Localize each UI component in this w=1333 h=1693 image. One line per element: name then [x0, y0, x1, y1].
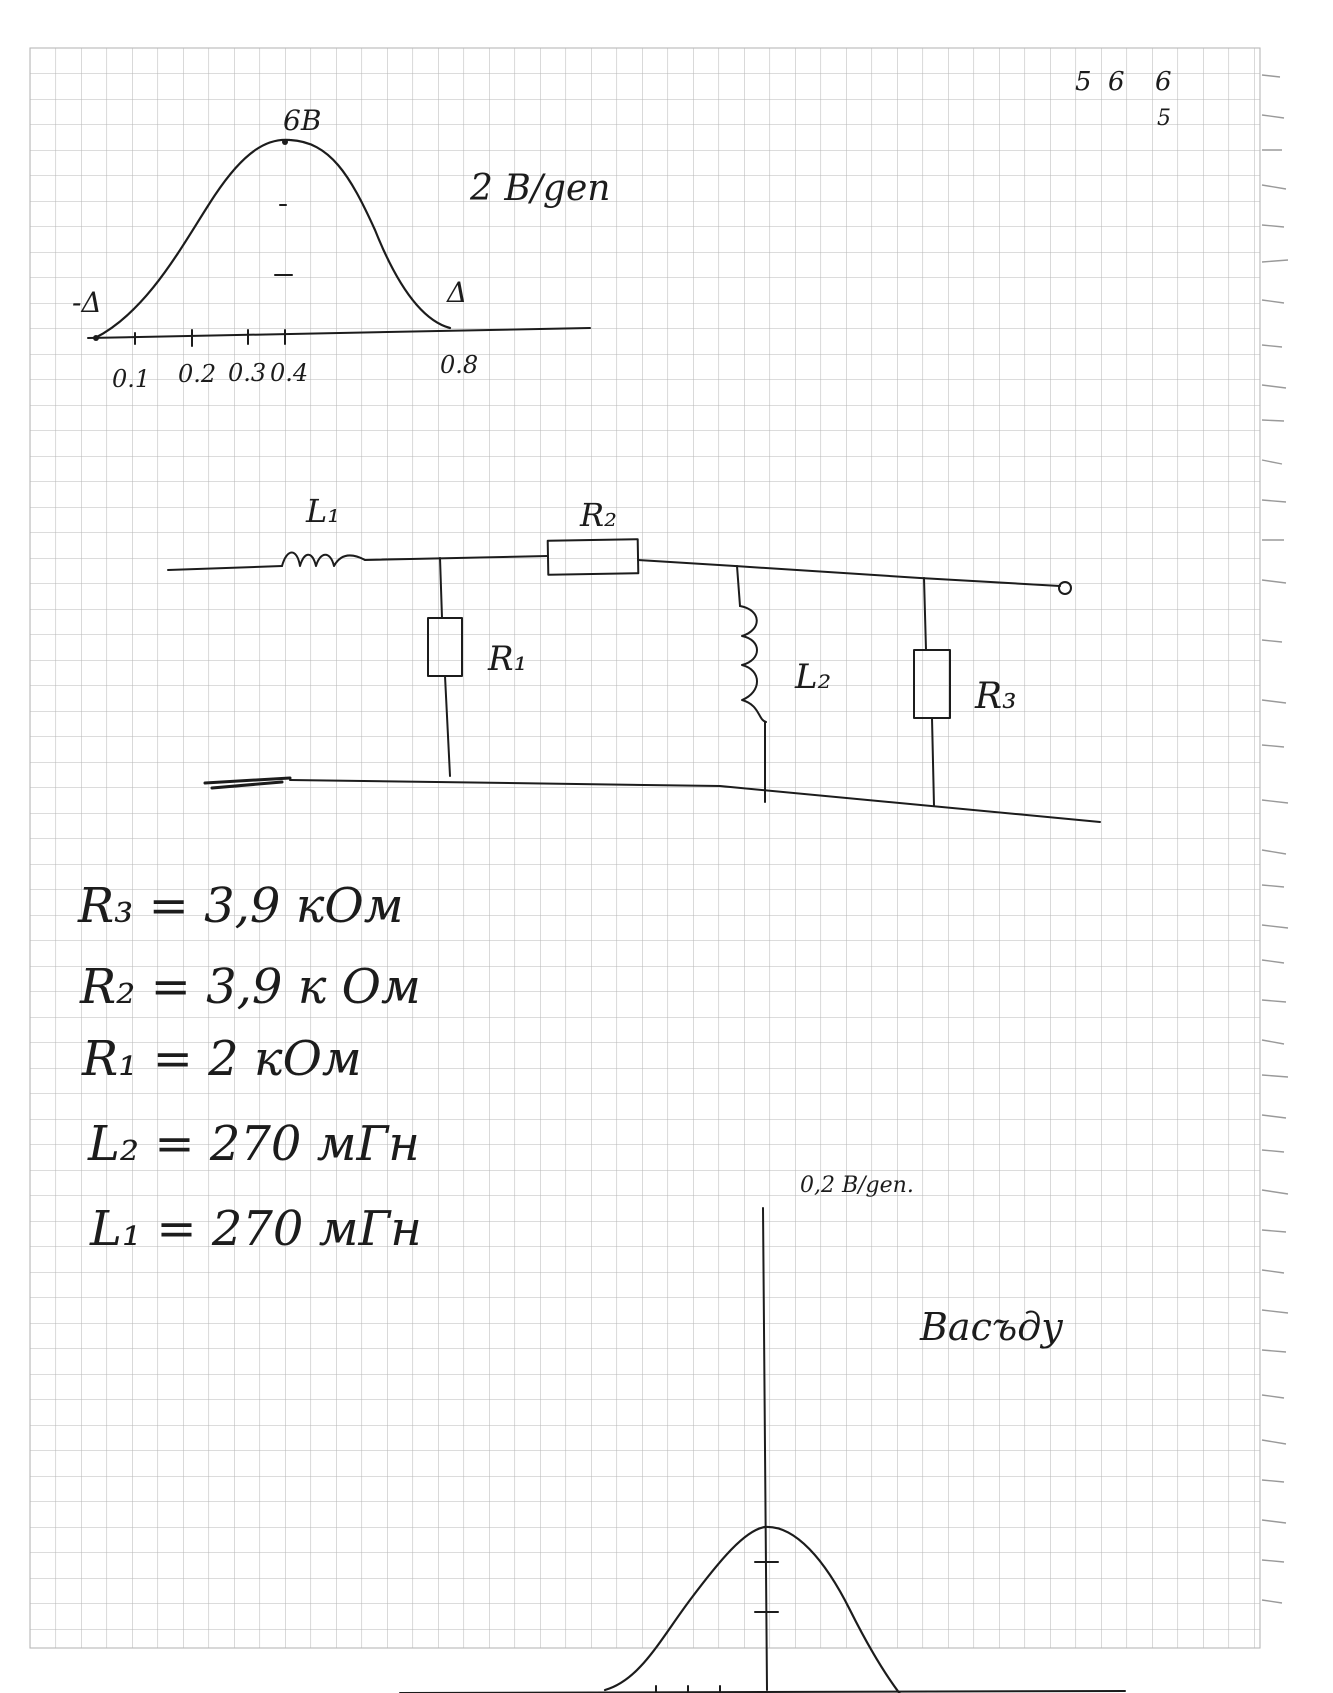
top-tick-label: 0.8 [440, 351, 479, 379]
top-peak-dot [282, 139, 288, 145]
value-l2: L₂ = 270 мГн [88, 1116, 420, 1172]
signature: Васъду [920, 1305, 1064, 1349]
label-r3: R₃ [975, 676, 1017, 717]
top-scale-label: 2 B/gen [470, 168, 611, 209]
top-peak-label: 6B [283, 104, 322, 137]
value-l1: L₁ = 270 мГн [90, 1201, 422, 1257]
corner-number: 5 [1075, 67, 1092, 97]
top-tick-label: 0.1 [112, 365, 151, 393]
top-right-marker: Δ [447, 276, 468, 309]
bottom-scale-label: 0,2 B/gen. [800, 1173, 914, 1198]
top-tick-label: 0.2 [178, 360, 217, 388]
corner-number: 6 [1155, 67, 1172, 97]
torn-edge [1262, 75, 1288, 1603]
top-tick-label: 0.3 [228, 359, 267, 387]
top-origin-dot [93, 335, 99, 341]
label-l2: L₂ [795, 657, 832, 697]
value-r2: R₂ = 3,9 к Ом [80, 959, 421, 1015]
label-r2: R₂ [580, 496, 617, 534]
corner-number: 6 [1108, 67, 1125, 97]
label-r1: R₁ [488, 639, 528, 679]
value-r1: R₁ = 2 кОм [82, 1031, 362, 1087]
corner-number: 5 [1157, 106, 1171, 131]
value-r3: R₃ = 3,9 кОм [78, 878, 404, 934]
top-tick-label: 0.4 [270, 359, 309, 387]
top-left-marker: -Δ [72, 286, 102, 319]
grid-paper [30, 48, 1260, 1648]
label-l1: L₁ [306, 492, 341, 530]
